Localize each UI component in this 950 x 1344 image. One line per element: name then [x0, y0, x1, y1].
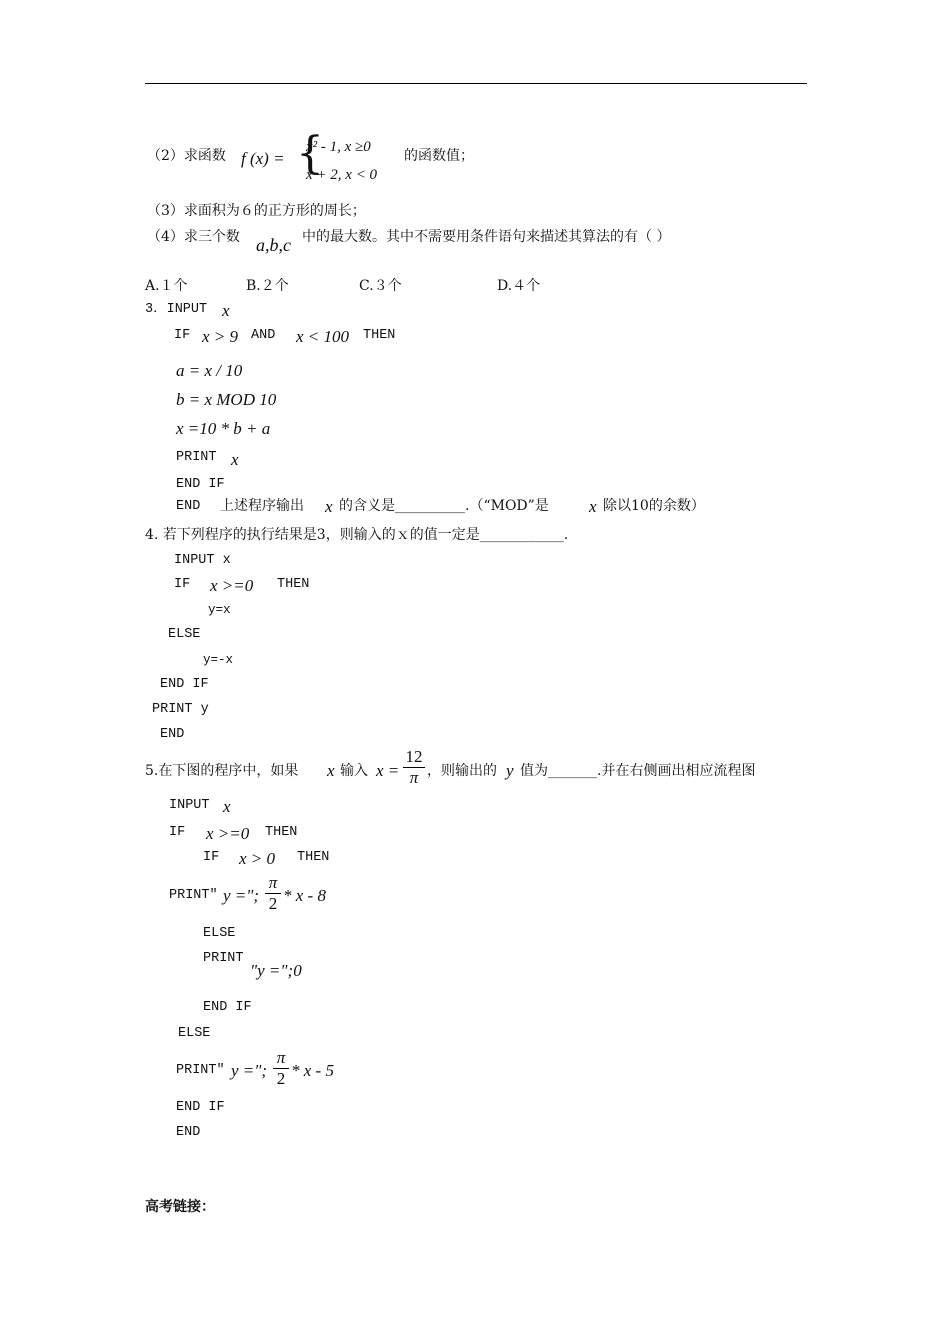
p5-print1-num: π	[268, 873, 278, 892]
p5-end-if-inner: END IF	[203, 1000, 252, 1015]
q3-item: （3）求面积为６的正方形的周长；	[147, 203, 366, 219]
q4-prefix: （4）求三个数	[147, 229, 240, 245]
q2-case2: x + 2, x < 0	[306, 167, 378, 183]
p5-print3-den: 2	[276, 1068, 286, 1088]
p5-print3-fraction	[273, 1049, 289, 1089]
option-a: A.１个	[145, 278, 188, 294]
p4-input: INPUT x	[174, 553, 231, 568]
p5-print3-num: π	[276, 1048, 286, 1067]
p3-if: IF	[174, 328, 191, 343]
header-rule	[145, 83, 807, 84]
p4-y-eq-neg-x: y=-x	[203, 653, 234, 667]
p4-end-if: END IF	[160, 677, 209, 692]
p4-title: 4. 若下列程序的执行结果是3，则输入的ｘ的值一定是____________.	[145, 527, 569, 543]
p3-question-x: x	[325, 497, 333, 516]
p4-cond: x >=0	[210, 576, 254, 595]
p5-print2-tail: "y =";0	[250, 961, 302, 980]
p5-cond-outer: x >=0	[206, 824, 250, 843]
p5-title-x: x	[327, 761, 335, 780]
p3-print: PRINT	[176, 450, 217, 465]
q4-suffix: 中的最大数。其中不需要用条件语句来描述其算法的有（ ）	[302, 229, 671, 245]
p3-end: END	[176, 499, 201, 514]
p4-print: PRINT y	[152, 702, 209, 717]
p5-print3-tail: * x - 5	[291, 1061, 334, 1080]
p4-y-eq-x: y=x	[208, 603, 231, 617]
p5-title-4: 值为_______.并在右侧画出相应流程图	[520, 763, 756, 779]
p5-input-var: x	[223, 797, 231, 816]
p5-print2: PRINT	[203, 951, 244, 966]
p5-fraction-den: π	[409, 767, 419, 787]
p5-title-y: y	[506, 761, 514, 780]
p5-print1-y: y =";	[223, 886, 260, 905]
option-c: C.３个	[359, 278, 402, 294]
p3-end-if: END IF	[176, 477, 225, 492]
p3-question-x2: x	[589, 497, 597, 516]
option-b: B.２个	[246, 278, 289, 294]
p5-print1-fraction	[265, 874, 281, 914]
p5-if-outer: IF	[169, 825, 186, 840]
p5-end-if-outer: END IF	[176, 1100, 225, 1115]
p5-input: INPUT	[169, 798, 210, 813]
p5-print1: PRINT"	[169, 888, 218, 903]
p3-question-3: 除以10的余数）	[603, 498, 705, 514]
p3-input-var: x	[222, 301, 230, 320]
q2-prefix: （2）求函数	[147, 148, 226, 164]
p3-line-a: a = x / 10	[176, 361, 243, 380]
section-heading: 高考链接：	[145, 1199, 215, 1215]
p5-else-outer: ELSE	[178, 1026, 211, 1041]
p3-and: AND	[251, 328, 276, 343]
p3-cond1: x > 9	[202, 327, 239, 346]
q2-fx: f (x) =	[241, 149, 285, 168]
p3-then: THEN	[363, 328, 396, 343]
p3-cond2: x < 100	[296, 327, 350, 346]
p5-fraction	[403, 748, 425, 788]
p5-title-3: ，则输出的	[427, 763, 497, 779]
p5-end: END	[176, 1125, 201, 1140]
p3-line-b: b = x MOD 10	[176, 390, 277, 409]
p3-question-2: 的含义是__________.（“MOD”是	[339, 498, 549, 514]
q4-vars: a,b,c	[256, 235, 291, 255]
p3-line-x: x =10 * b + a	[176, 419, 271, 438]
p3-question-1: 上述程序输出	[220, 498, 304, 514]
p3-input-label: 3．INPUT	[145, 302, 208, 317]
p5-else-inner: ELSE	[203, 926, 236, 941]
q2-case1: x² - 1, x ≥0	[306, 139, 371, 155]
p4-end: END	[160, 727, 185, 742]
p3-print-var: x	[231, 450, 239, 469]
p4-if: IF	[174, 577, 191, 592]
p5-title-eq: x =	[376, 761, 400, 780]
p5-title-2: 输入	[340, 763, 368, 779]
p5-print3: PRINT"	[176, 1063, 225, 1078]
p5-then-inner: THEN	[297, 850, 330, 865]
p4-else: ELSE	[168, 627, 201, 642]
p5-print1-den: 2	[268, 893, 278, 913]
p5-title-1: 5.在下图的程序中，如果	[145, 763, 299, 779]
p5-if-inner: IF	[203, 850, 220, 865]
piecewise-brace: {	[296, 128, 324, 179]
p5-print1-tail: * x - 8	[283, 886, 326, 905]
p5-cond-inner: x > 0	[239, 849, 276, 868]
p5-then-outer: THEN	[265, 825, 298, 840]
p4-then: THEN	[277, 577, 310, 592]
q2-suffix: 的函数值；	[404, 148, 474, 164]
p5-fraction-num: 12	[405, 747, 423, 766]
option-d: D.４个	[497, 278, 541, 294]
p5-print3-y: y =";	[231, 1061, 268, 1080]
